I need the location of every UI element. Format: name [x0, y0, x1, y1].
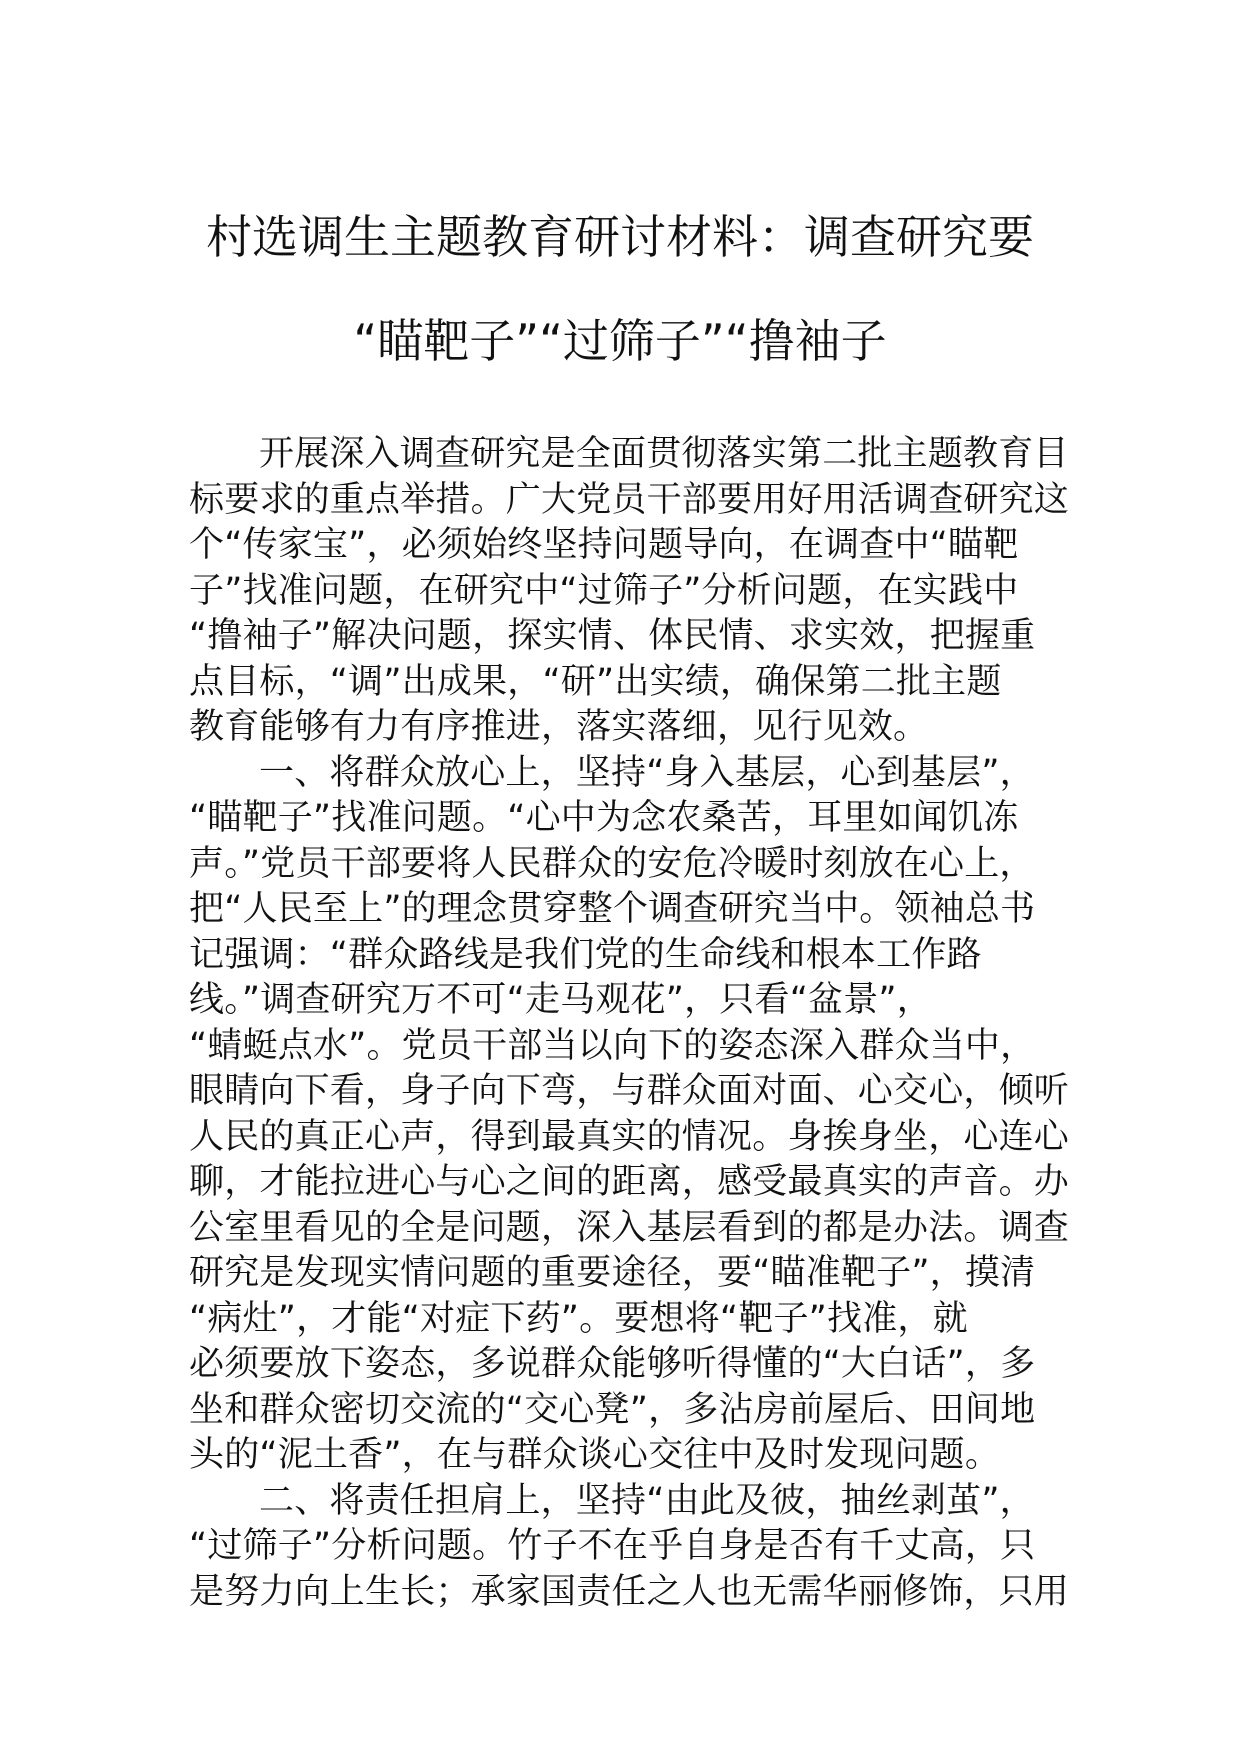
body-line: 教育能够有力有序推进，落实落细，见行见效。 [189, 707, 929, 747]
body-line: 头的“泥土香”，在与群众谈心交往中及时发现问题。 [189, 1435, 1001, 1475]
body-line: 个“传家宝”，必须始终坚持问题导向，在调查中“瞄靶 [189, 525, 1019, 565]
body-line: “过筛子”分析问题。竹子不在乎自身是否有千丈高，只 [189, 1526, 1036, 1566]
body-line: “蜻蜓点水”。党员干部当以向下的姿态深入群众当中， [189, 1025, 1036, 1066]
title-line-1: 村选调生主题教育研讨材料：调查研究要 [206, 210, 1034, 264]
body-line: 公室里看见的全是问题，深入基层看到的都是办法。调查 [189, 1207, 1070, 1248]
body-line: 人民的真正心声，得到最真实的情况。身挨身坐，心连心 [189, 1116, 1070, 1157]
body-line: 研究是发现实情问题的重要途径，要“瞄准靶子”，摸清 [189, 1253, 1036, 1293]
document-body [189, 432, 1070, 1615]
document-title [130, 210, 1110, 368]
body-line: “瞄靶子”找准问题。“心中为念农桑苦，耳里如闻饥冻 [189, 798, 1019, 838]
body-line: 聊，才能拉进心与心之间的距离，感受最真实的声音。办 [189, 1162, 1070, 1202]
title-line-2: “瞄靶子”“过筛子”“撸袖子 [353, 314, 887, 368]
body-line: 点目标，“调”出成果，“研”出实绩，确保第二批主题 [189, 661, 1002, 702]
body-line: 开展深入调查研究是全面贯彻落实第二批主题教育目 [259, 434, 1069, 474]
body-line: “撸袖子”解决问题，探实情、体民情、求实效，把握重 [189, 616, 1036, 656]
body-line: 眼睛向下看，身子向下弯，与群众面对面、心交心，倾听 [189, 1071, 1070, 1111]
body-line: 标要求的重点举措。广大党员干部要用好用活调查研究这 [189, 479, 1070, 520]
body-line: 一、将群众放心上，坚持“身入基层，心到基层”， [259, 752, 1035, 793]
body-line: 声。”党员干部要将人民群众的安危冷暖时刻放在心上， [189, 843, 1035, 884]
body-line: 是努力向上生长；承家国责任之人也无需华丽修饰，只用 [189, 1571, 1070, 1612]
body-line: 必须要放下姿态，多说群众能够听得懂的“大白话”，多 [189, 1344, 1036, 1384]
body-line: 二、将责任担肩上，坚持“由此及彼，抽丝剥茧”， [259, 1480, 1035, 1521]
body-line: 记强调：“群众路线是我们党的生命线和根本工作路 [189, 934, 982, 975]
body-line: 把“人民至上”的理念贯穿整个调查研究当中。领袖总书 [189, 889, 1036, 929]
body-line: “病灶”，才能“对症下药”。要想将“靶子”找准，就 [189, 1298, 968, 1339]
body-line: 线。”调查研究万不可“走马观花”，只看“盆景”， [189, 980, 932, 1020]
body-line: 坐和群众密切交流的“交心凳”，多沾房前屋后、田间地 [189, 1389, 1036, 1430]
body-line: 子”找准问题，在研究中“过筛子”分析问题，在实践中 [189, 570, 1019, 611]
